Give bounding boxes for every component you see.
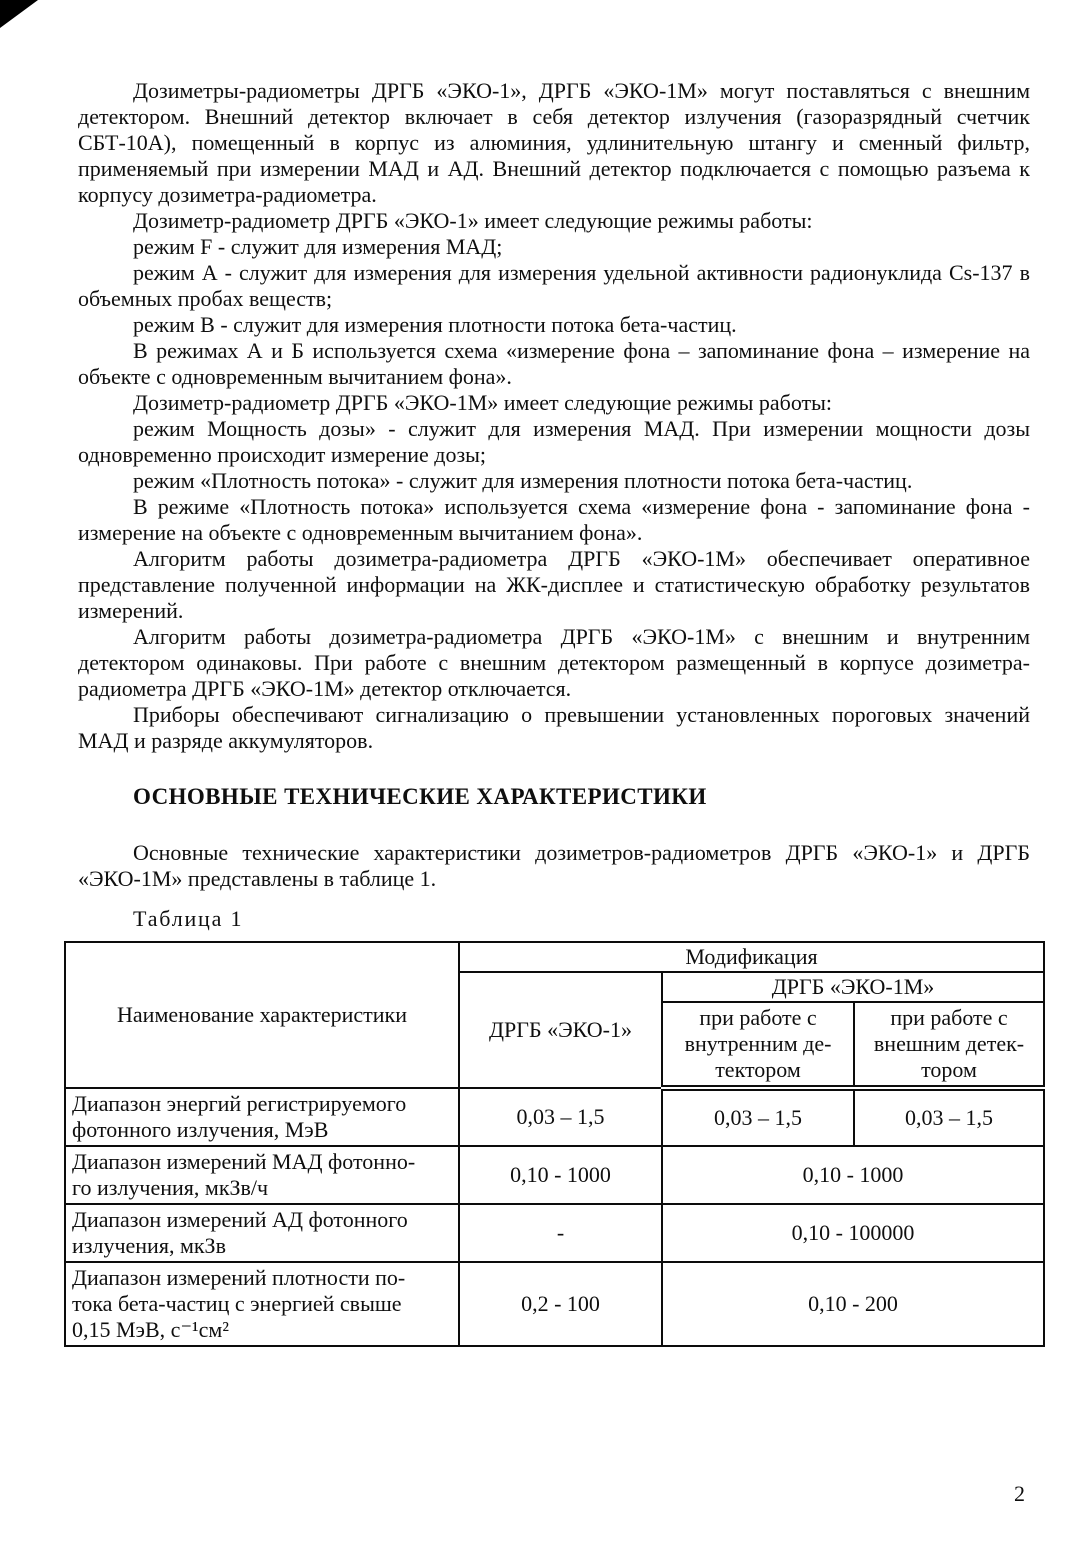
paragraph: Алгоритм работы дозиметра-радиометра ДРГБ «ЭКО-1М» с внешним и внутренним детектором одинаковы. При работе с внешним детектором размещенный в корпусе дозиметра-радиометра ДРГБ «ЭКО-1М» детектор отключается. (78, 624, 1030, 701)
label-line: Диапазон измерений МАД фотонно- (72, 1149, 416, 1174)
row-label (65, 1088, 459, 1146)
header-line: тором (921, 1057, 977, 1082)
page-number: 2 (1014, 1481, 1025, 1506)
value-eco1: 0,10 - 1000 (459, 1146, 662, 1204)
label-line: фотонного излучения, МэВ (72, 1117, 329, 1142)
label-line: тока бета-частиц с энергией свыше (72, 1291, 402, 1316)
value-eco1: 0,2 - 100 (459, 1262, 662, 1346)
paragraph: режим Мощность дозы» - служит для измерения МАД. При измерении мощности дозы одновременно происходит измерение дозы; (78, 416, 1030, 467)
label-line: Диапазон измерений АД фотонного (72, 1207, 408, 1232)
header-line: при работе с (890, 1005, 1008, 1030)
label-line: Диапазон измерений плотности по- (72, 1265, 406, 1290)
label-line: излучения, мкЗв (72, 1233, 226, 1258)
table-header-row-modification (65, 942, 1044, 972)
body-text (78, 78, 1030, 754)
intro-block (78, 840, 1030, 892)
paragraph: Дозиметры-радиометры ДРГБ «ЭКО-1», ДРГБ «ЭКО-1М» могут поставляться с внешним детектором. Внешний детектор включает в себя детектор излучения (газоразрядный счетчик СБТ-10А), помещенный в корпус из алюминия, удлинительную штангу и сменный фильтр, применяемый при измерении МАД и АД. Внешний детектор подключается с помощью разъема к корпусу дозиметра-радиометра. (78, 78, 1030, 207)
header-cell-external-detector (854, 1002, 1044, 1088)
paragraph: Дозиметр-радиометр ДРГБ «ЭКО-1» имеет следующие режимы работы: (133, 208, 813, 233)
paragraph: Приборы обеспечивают сигнализацию о превышении установленных пороговых значений МАД и разряде аккумуляторов. (78, 702, 1030, 753)
table-caption: Таблица 1 (133, 906, 244, 931)
value-eco1m-internal: 0,03 – 1,5 (662, 1088, 854, 1146)
header-line: тектором (715, 1057, 801, 1082)
paragraph: режим «Плотность потока» - служит для измерения плотности потока бета-частиц. (133, 468, 913, 493)
table-row (65, 1262, 1044, 1346)
value-eco1: - (459, 1204, 662, 1262)
table-row (65, 1088, 1044, 1146)
value-eco1m: 0,10 - 1000 (662, 1146, 1044, 1204)
scan-corner-artifact (0, 0, 38, 28)
table-row (65, 1204, 1044, 1262)
characteristics-table (64, 941, 1045, 1347)
value-eco1: 0,03 – 1,5 (459, 1088, 662, 1146)
header-cell-modification: Модификация (459, 942, 1044, 972)
paragraph: Алгоритм работы дозиметра-радиометра ДРГБ «ЭКО-1М» обеспечивает оперативное представление полученной информации на ЖК-дисплее и статистическую обработку результатов измерений. (78, 546, 1030, 623)
table-row (65, 1146, 1044, 1204)
header-line: при работе с (699, 1005, 817, 1030)
value-eco1m: 0,10 - 200 (662, 1262, 1044, 1346)
label-line: Диапазон энергий регистрируемого (72, 1091, 407, 1116)
paragraph: В режимах А и Б используется схема «измерение фона – запоминание фона – измерение на объекте с одновременным вычитанием фона». (78, 338, 1030, 389)
paragraph: В режиме «Плотность потока» используется схема «измерение фона - запоминание фона - измерение на объекте с одновременным вычитанием фона». (78, 494, 1030, 545)
paragraph: режим В - служит для измерения плотности потока бета-частиц. (133, 312, 737, 337)
section-heading: ОСНОВНЫЕ ТЕХНИЧЕСКИЕ ХАРАКТЕРИСТИКИ (133, 784, 707, 809)
header-cell-characteristic: Наименование характеристики (65, 942, 459, 1088)
header-cell-internal-detector (662, 1002, 854, 1088)
row-label (65, 1262, 459, 1346)
row-label (65, 1204, 459, 1262)
label-line: го излучения, мкЗв/ч (72, 1175, 269, 1200)
paragraph: Дозиметр-радиометр ДРГБ «ЭКО-1М» имеет следующие режимы работы: (133, 390, 833, 415)
value-eco1m-external: 0,03 – 1,5 (854, 1088, 1044, 1146)
row-label (65, 1146, 459, 1204)
label-line: 0,15 МэВ, с⁻¹см² (72, 1317, 229, 1342)
paragraph: режим А - служит для измерения для измерения удельной активности радионуклида Cs-137 в объемных пробах веществ; (78, 260, 1030, 311)
header-line: внешним детек- (873, 1031, 1025, 1056)
header-cell-eco1m: ДРГБ «ЭКО-1М» (662, 972, 1044, 1002)
intro-paragraph: Основные технические характеристики дозиметров-радиометров ДРГБ «ЭКО-1» и ДРГБ «ЭКО-1М» представлены в таблице 1. (78, 840, 1030, 891)
header-cell-eco1: ДРГБ «ЭКО-1» (459, 972, 662, 1088)
value-eco1m: 0,10 - 100000 (662, 1204, 1044, 1262)
header-line: внутренним де- (684, 1031, 832, 1056)
paragraph: режим F - служит для измерения МАД; (133, 234, 503, 259)
